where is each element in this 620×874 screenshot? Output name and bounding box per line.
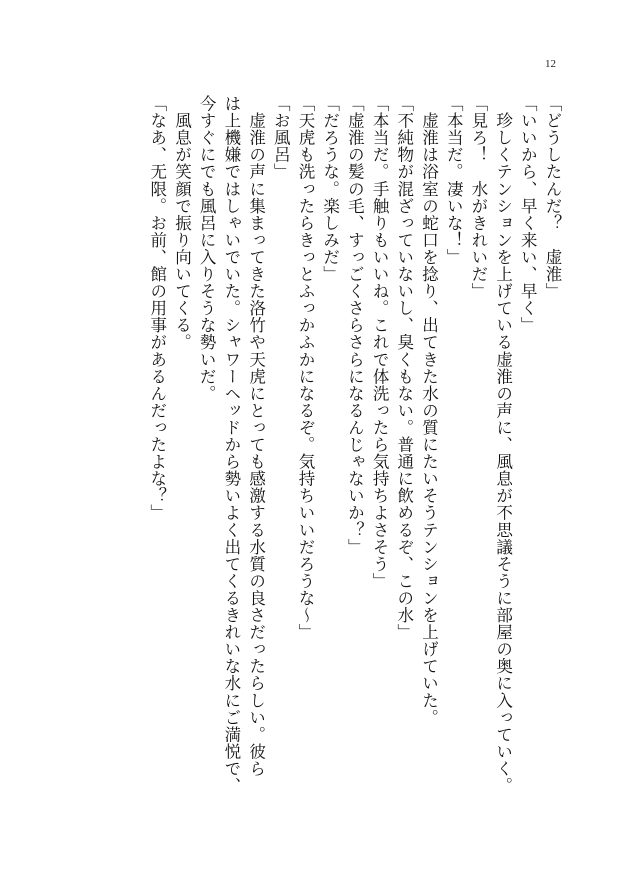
text-line: 「どうしたんだ？ 虚淮」 [543, 95, 562, 300]
text-line: 「本当だ。手触りもいいね。これで体洗ったら気持ちよさそう」 [370, 95, 390, 590]
text-line: は上機嫌ではしゃいでいた。シャワーヘッドから勢いよく出てくるきれいな水にご満悦で、 [221, 95, 241, 795]
text-line: 「本当だ。凄いな！」 [444, 95, 464, 266]
text-line: 「見ろ！ 水がきれいだ」 [468, 95, 488, 300]
text-line: 「だろうな。楽しみだ」 [320, 95, 340, 283]
text-line: 珍しくテンションを上げている虚淮の声に、風息が不思議そうに部屋の奥に入っていく。 [493, 95, 513, 795]
text-line: 「虚淮の髪の毛、すっごくさらさらになるんじゃないか？」 [345, 95, 365, 556]
text-line: 虚淮の声に集まってきた洛竹や天虎にとっても感激する水質の良さだったらしい。彼ら [246, 95, 266, 777]
text-line: 「なあ、无限。お前、館の用事があるんだったよな？」 [147, 95, 167, 522]
page-number: 12 [545, 58, 556, 70]
text-line: 「不純物が混ざっていないし、臭くもない。普通に飲めるぞ、この水」 [394, 95, 414, 641]
novel-text-block [144, 95, 564, 830]
text-line: 「いいから、早く来い、早く」 [518, 95, 538, 334]
text-line: 今すぐにでも風呂に入りそうな勢いだ。 [197, 95, 217, 402]
text-line: 「お風呂」 [271, 95, 291, 181]
text-line: 風息が笑顔で振り向いてくる。 [172, 95, 192, 351]
text-line: 「天虎も洗ったらきっとふっかふかになるぞ。気持ちいいだろうな～」 [295, 95, 315, 641]
text-line: 虚淮は浴室の蛇口を捻り、出てきた水の質にたいそうテンションを上げていた。 [419, 95, 439, 726]
